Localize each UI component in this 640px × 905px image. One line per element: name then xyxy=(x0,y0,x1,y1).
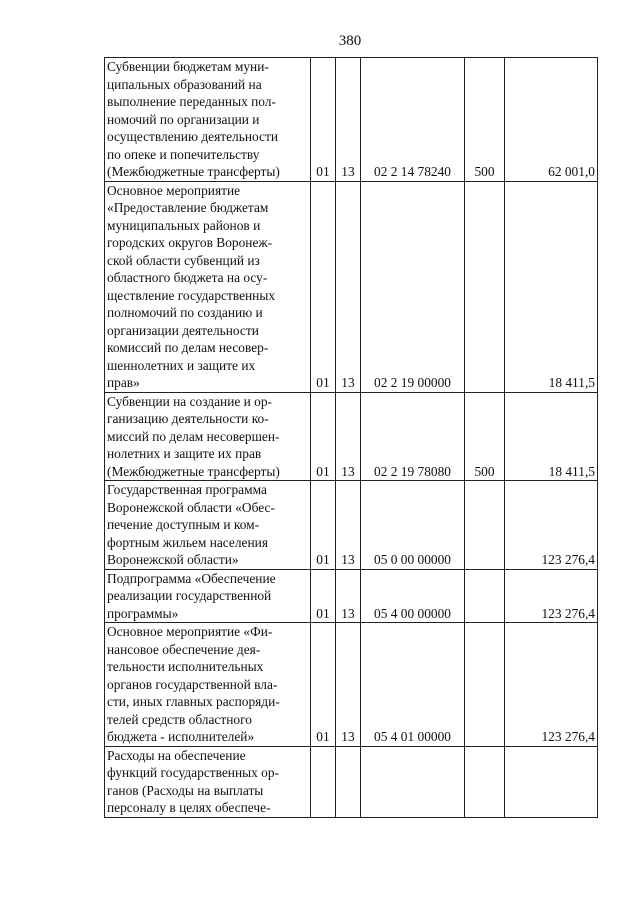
amount-cell: 18 411,5 xyxy=(505,392,598,481)
row-name-line: ской области субвенций из xyxy=(107,252,260,268)
table-row xyxy=(105,58,598,182)
row-name-cell xyxy=(105,392,311,481)
expense-type-code-cell: 500 xyxy=(465,58,505,182)
row-name-line: осуществлению деятельности xyxy=(107,129,278,144)
expense-type-code-cell xyxy=(465,746,505,817)
row-name-line: городских округов Воронеж- xyxy=(107,235,273,250)
subsection-code-cell: 13 xyxy=(336,58,361,182)
section-code-cell: 01 xyxy=(311,481,336,570)
row-name-line: номочий по организации и xyxy=(107,111,260,127)
table-row xyxy=(105,569,598,623)
section-code-cell: 01 xyxy=(311,392,336,481)
row-name-line: тельности исполнительных xyxy=(107,659,264,674)
target-article-code-cell: 05 4 00 00000 xyxy=(361,569,465,623)
expense-type-code-cell xyxy=(465,481,505,570)
row-name-line: фортным жильем населения xyxy=(107,534,268,550)
amount-cell xyxy=(505,746,598,817)
row-name-line: выполнение переданных пол- xyxy=(107,94,276,109)
row-name-line: печение доступным и ком- xyxy=(107,517,260,532)
row-name-cell xyxy=(105,623,311,747)
expense-type-code-cell xyxy=(465,569,505,623)
row-name-line: функций государственных ор- xyxy=(107,765,280,780)
section-code-cell xyxy=(311,746,336,817)
subsection-code-cell: 13 xyxy=(336,623,361,747)
row-name-line: шеннолетних и защите их xyxy=(107,357,256,373)
row-name-line: прав» xyxy=(107,375,140,390)
row-name-line: Основное мероприятие xyxy=(107,182,241,198)
row-name-line: организации деятельности xyxy=(107,322,259,338)
table-row xyxy=(105,392,598,481)
row-name-line: Субвенции на создание и ор- xyxy=(107,393,273,409)
table-row xyxy=(105,481,598,570)
row-name-line: персоналу в целях обеспече- xyxy=(107,800,271,815)
row-name-line: Подпрограмма «Обеспечение xyxy=(107,570,276,586)
expense-type-code-cell xyxy=(465,181,505,392)
row-name-line: (Межбюджетные трансферты) xyxy=(107,463,280,479)
row-name-line: Основное мероприятие «Фи- xyxy=(107,624,273,639)
row-name-line: Расходы на обеспечение xyxy=(107,747,246,763)
subsection-code-cell: 13 xyxy=(336,181,361,392)
subsection-code-cell: 13 xyxy=(336,392,361,481)
target-article-code-cell: 05 0 00 00000 xyxy=(361,481,465,570)
section-code-cell: 01 xyxy=(311,623,336,747)
budget-table xyxy=(104,57,598,818)
target-article-code-cell: 02 2 19 78080 xyxy=(361,392,465,481)
table-row xyxy=(105,181,598,392)
row-name-line: Субвенции бюджетам муни- xyxy=(107,59,269,74)
subsection-code-cell xyxy=(336,746,361,817)
row-name-cell xyxy=(105,181,311,392)
row-name-cell xyxy=(105,481,311,570)
amount-cell: 123 276,4 xyxy=(505,623,598,747)
amount-cell: 123 276,4 xyxy=(505,569,598,623)
row-name-line: Воронежской области «Обес- xyxy=(107,499,275,515)
target-article-code-cell xyxy=(361,746,465,817)
row-name-cell xyxy=(105,569,311,623)
row-name-line: (Межбюджетные трансферты) xyxy=(107,164,280,179)
row-name-line: реализации государственной xyxy=(107,588,272,603)
row-name-line: областного бюджета на осу- xyxy=(107,270,268,285)
row-name-line: ществление государственных xyxy=(107,287,276,303)
page-number: 380 xyxy=(338,33,362,49)
target-article-code-cell: 02 2 19 00000 xyxy=(361,181,465,392)
row-name-line: ципальных образований на xyxy=(107,76,262,92)
row-name-line: комиссий по делам несовер- xyxy=(107,340,269,355)
row-name-line: органов государственной вла- xyxy=(107,676,278,692)
table-row xyxy=(105,623,598,747)
row-name-line: муниципальных районов и xyxy=(107,217,261,233)
section-code-cell: 01 xyxy=(311,181,336,392)
row-name-cell xyxy=(105,746,311,817)
row-name-line: сти, иных главных распоряди- xyxy=(107,694,280,709)
section-code-cell: 01 xyxy=(311,58,336,182)
row-name-line: полномочий по созданию и xyxy=(107,305,263,320)
row-name-line: ганизацию деятельности ко- xyxy=(107,411,269,426)
row-name-line: Воронежской области» xyxy=(107,552,239,567)
row-name-line: программы» xyxy=(107,605,179,621)
target-article-code-cell: 05 4 01 00000 xyxy=(361,623,465,747)
subsection-code-cell: 13 xyxy=(336,569,361,623)
row-name-line: нансовое обеспечение дея- xyxy=(107,641,261,657)
amount-cell: 18 411,5 xyxy=(505,181,598,392)
subsection-code-cell: 13 xyxy=(336,481,361,570)
amount-cell: 62 001,0 xyxy=(505,58,598,182)
row-name-line: по опеке и попечительству xyxy=(107,146,260,162)
row-name-line: «Предоставление бюджетам xyxy=(107,200,269,215)
row-name-line: Государственная программа xyxy=(107,482,267,497)
row-name-line: телей средств областного xyxy=(107,711,252,727)
row-name-line: ганов (Расходы на выплаты xyxy=(107,782,264,798)
budget-table-body xyxy=(105,58,598,818)
expense-type-code-cell: 500 xyxy=(465,392,505,481)
section-code-cell: 01 xyxy=(311,569,336,623)
target-article-code-cell: 02 2 14 78240 xyxy=(361,58,465,182)
row-name-line: бюджета - исполнителей» xyxy=(107,729,255,744)
amount-cell: 123 276,4 xyxy=(505,481,598,570)
table-row xyxy=(105,746,598,817)
row-name-cell xyxy=(105,58,311,182)
expense-type-code-cell xyxy=(465,623,505,747)
row-name-line: нолетних и защите их прав xyxy=(107,446,262,461)
row-name-line: миссий по делам несовершен- xyxy=(107,428,280,444)
